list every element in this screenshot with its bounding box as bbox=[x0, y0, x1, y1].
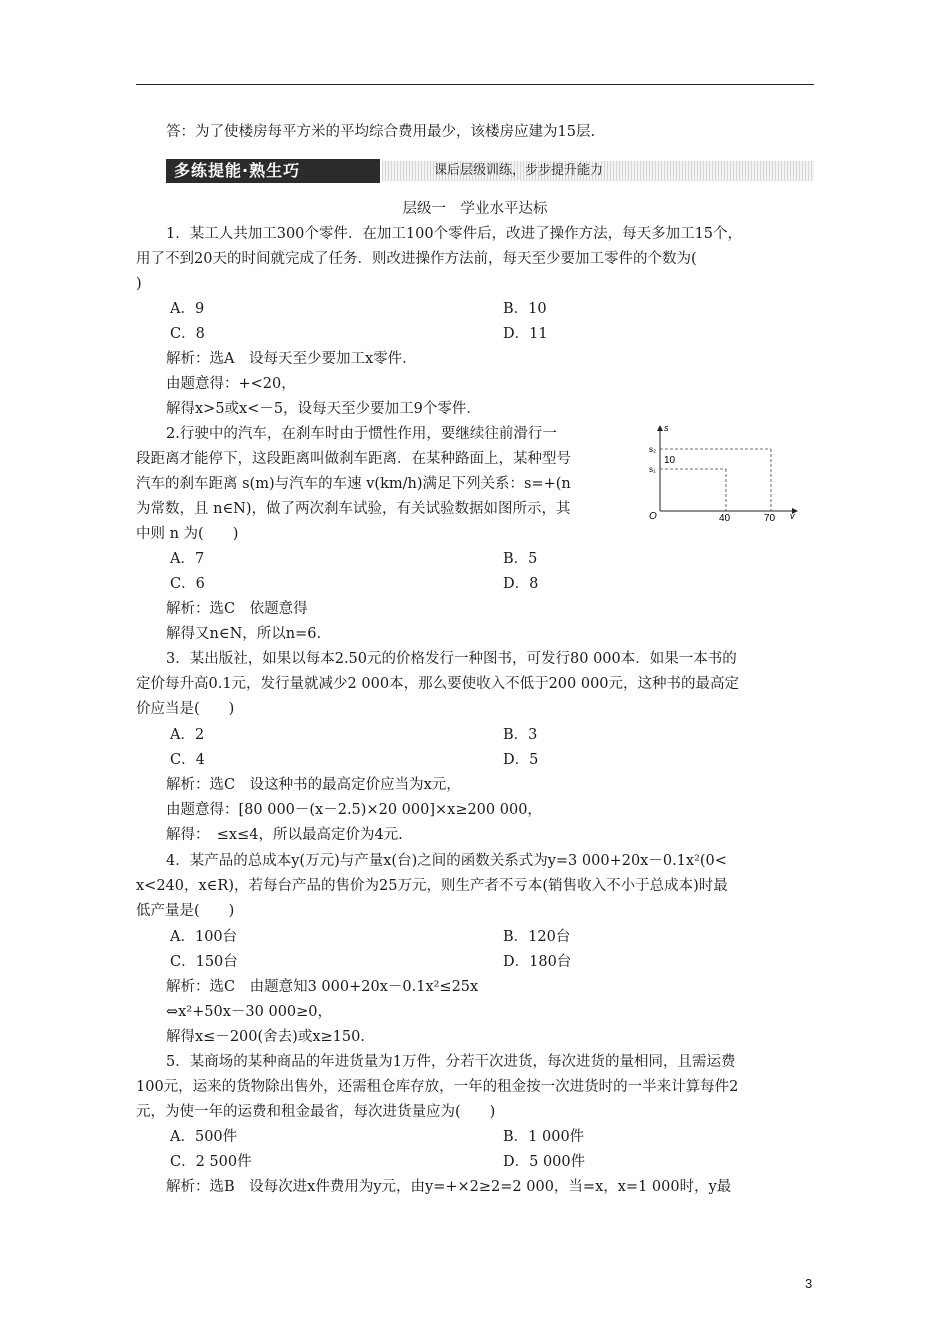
q5-line1: 5．某商场的某种商品的年进货量为1万件，分若干次进货，每次进货的量相同，且需运费 bbox=[166, 1054, 736, 1070]
q4-line2: x<240，x∈R)，若每台产品的售价为25万元，则生产者不亏本(销售收入不小于总成本)时最 bbox=[136, 878, 728, 894]
section-title: 层级一 学业水平达标 bbox=[402, 201, 548, 217]
s2-label: s₂ bbox=[649, 445, 657, 454]
q1-option-c: C．8 bbox=[170, 326, 205, 342]
q3-option-a: A．2 bbox=[170, 727, 205, 743]
q2-option-d: D．8 bbox=[503, 576, 539, 592]
q1-option-d: D．11 bbox=[503, 326, 548, 342]
q1-line2: 用了不到20天的时间就完成了任务．则改进操作方法前，每天至少要加工零件的个数为( bbox=[136, 251, 697, 267]
braking-distance-figure bbox=[640, 423, 800, 521]
q5-solution-1: 解析：选B 设每次进x件费用为y元，由y=+×2≥2=2 000，当=x，x=1 000时，y最 bbox=[166, 1179, 732, 1195]
q4-line3: 低产量是( ) bbox=[136, 903, 235, 919]
banner-title: 多练提能·熟生巧 bbox=[174, 161, 301, 180]
q2-solution-1: 解析：选C 依题意得 bbox=[166, 601, 308, 617]
q4-option-a: A．100台 bbox=[170, 929, 238, 945]
x-axis-label: v bbox=[790, 511, 795, 521]
q2-line1: 2.行驶中的汽车，在刹车时由于惯性作用，要继续往前滑行一 bbox=[166, 426, 557, 442]
top-rule bbox=[136, 84, 814, 85]
q4-line1: 4．某产品的总成本y(万元)与产量x(台)之间的函数关系式为y=3 000+20x－0.1x²(0< bbox=[166, 853, 727, 869]
q2-line4: 为常数，且 n∈N)，做了两次刹车试验，有关试验数据如图所示，其 bbox=[136, 501, 571, 517]
q3-option-d: D．5 bbox=[503, 752, 539, 768]
q4-option-d: D．180台 bbox=[503, 954, 572, 970]
q4-solution-3: 解得x≤－200(舍去)或x≥150. bbox=[166, 1029, 365, 1045]
q3-line2: 定价每升高0.1元，发行量就减少2 000本，那么要使收入不低于200 000元，这种书的最高定 bbox=[136, 676, 740, 692]
q5-line3: 元，为使一年的运费和租金最省，每次进货量应为( ) bbox=[136, 1104, 496, 1120]
q4-option-c: C．150台 bbox=[170, 954, 238, 970]
origin-label: O bbox=[649, 511, 657, 521]
q2-line2: 段距离才能停下，这段距离叫做刹车距离．在某种路面上，某种型号 bbox=[136, 451, 571, 467]
q1-solution-1: 解析：选A 设每天至少要加工x零件． bbox=[166, 351, 417, 367]
page-number: 3 bbox=[805, 1276, 813, 1291]
q1-solution-2: 由题意得：+<20， bbox=[166, 376, 296, 392]
q2-option-b: B．5 bbox=[503, 551, 538, 567]
mark-10-label: 10 bbox=[664, 455, 676, 466]
q5-option-b: B．1 000件 bbox=[503, 1129, 585, 1145]
q5-option-c: C．2 500件 bbox=[170, 1154, 252, 1170]
q1-solution-3: 解得x>5或x<－5，设每天至少要加工9个零件． bbox=[166, 401, 481, 417]
header-answer: 答：为了使楼房每平方米的平均综合费用最少，该楼房应建为15层. bbox=[166, 124, 596, 140]
x-tick-40: 40 bbox=[719, 513, 731, 521]
q2-option-c: C．6 bbox=[170, 576, 205, 592]
q3-line1: 3．某出版社，如果以每本2.50元的价格发行一种图书，可发行80 000本．如果一本书的 bbox=[166, 651, 737, 667]
q3-option-c: C．4 bbox=[170, 752, 205, 768]
q2-option-a: A．7 bbox=[170, 551, 205, 567]
q1-line1: 1．某工人共加工300个零件．在加工100个零件后，改进了操作方法，每天多加工15个， bbox=[166, 226, 743, 242]
q5-option-a: A．500件 bbox=[170, 1129, 238, 1145]
q4-solution-2: ⇔x²+50x－30 000≥0， bbox=[166, 1004, 333, 1020]
q3-solution-3: 解得： ≤x≤4，所以最高定价为4元. bbox=[166, 827, 403, 843]
y-axis-label: s bbox=[664, 423, 669, 433]
q3-option-b: B．3 bbox=[503, 727, 538, 743]
q5-option-d: D．5 000件 bbox=[503, 1154, 586, 1170]
banner-subtitle: 课后层级训练，步步提升能力 bbox=[434, 163, 604, 178]
q4-solution-1: 解析：选C 由题意知3 000+20x－0.1x²≤25x bbox=[166, 979, 479, 995]
q2-solution-2: 解得又n∈N，所以n=6. bbox=[166, 626, 322, 642]
x-tick-70: 70 bbox=[764, 513, 776, 521]
q4-option-b: B．120台 bbox=[503, 929, 571, 945]
q2-line5: 中则 n 为( ) bbox=[136, 526, 239, 542]
q3-solution-2: 由题意得：[80 000－(x－2.5)×20 000]×x≥200 000， bbox=[166, 802, 542, 818]
q1-option-a: A．9 bbox=[170, 301, 205, 317]
s1-label: s₁ bbox=[649, 465, 656, 474]
section-banner bbox=[166, 157, 814, 185]
q1-line3: ) bbox=[136, 276, 142, 292]
y-axis-arrow bbox=[657, 425, 663, 431]
q3-solution-1: 解析：选C 设这种书的最高定价应当为x元， bbox=[166, 777, 461, 793]
q3-line3: 价应当是( ) bbox=[136, 701, 235, 717]
q2-line3: 汽车的刹车距离 s(m)与汽车的车速 v(km/h)满足下列关系：s=+(n bbox=[136, 476, 571, 492]
banner-title-box bbox=[166, 159, 380, 183]
q1-option-b: B．10 bbox=[503, 301, 547, 317]
q5-line2: 100元，运来的货物除出售外，还需租仓库存放，一年的租金按一次进货时的一半来计算每件2 bbox=[136, 1079, 739, 1095]
